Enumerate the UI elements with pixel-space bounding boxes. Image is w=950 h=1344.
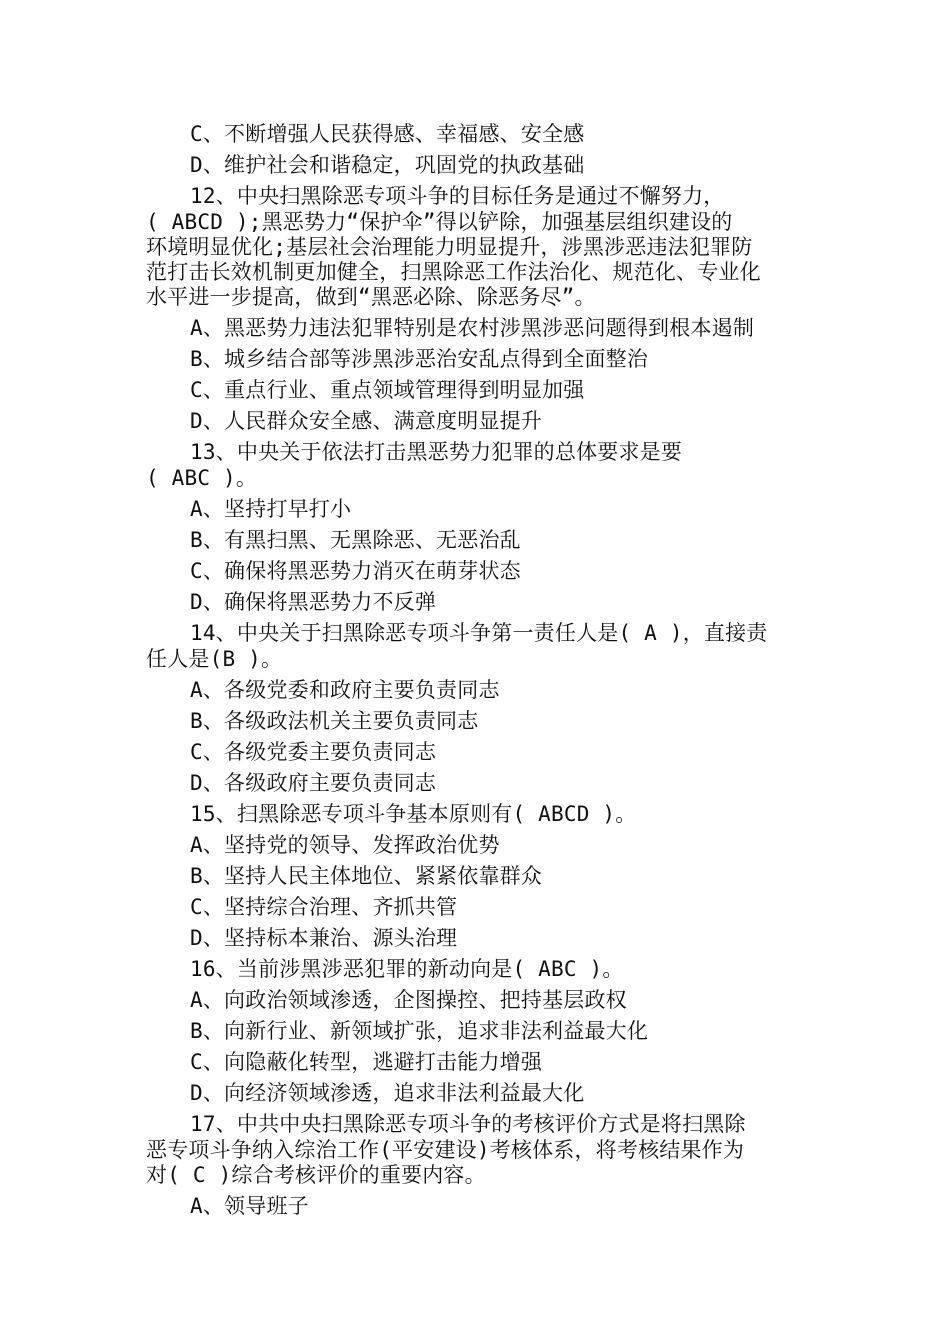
- question-14-line: 任人是(B )。: [146, 647, 283, 671]
- question-12-line: 范打击长效机制更加健全，扫黑除恶工作法治化、规范化、专业化: [146, 260, 761, 284]
- question-17-line: 对( C )综合考核评价的重要内容。: [146, 1163, 486, 1187]
- option-line: C、确保将黑恶势力消灭在萌芽状态: [190, 559, 521, 583]
- option-line: B、有黑扫黑、无黑除恶、无恶治乱: [190, 528, 521, 552]
- option-line: B、向新行业、新领域扩张，追求非法利益最大化: [190, 1019, 649, 1043]
- question-12-line: ( ABCD );黑恶势力“保护伞”得以铲除，加强基层组织建设的: [146, 210, 733, 234]
- option-line: A、领导班子: [190, 1194, 309, 1218]
- option-line: C、坚持综合治理、齐抓共管: [190, 895, 458, 919]
- option-line: C、不断增强人民获得感、幸福感、安全感: [190, 122, 585, 146]
- option-line: D、维护社会和谐稳定，巩固党的执政基础: [190, 153, 585, 177]
- option-line: D、人民群众安全感、满意度明显提升: [190, 409, 543, 433]
- option-line: B、坚持人民主体地位、紧紧依靠群众: [190, 864, 543, 888]
- question-13-line: ( ABC )。: [146, 466, 258, 490]
- question-14-line: 14、中央关于扫黑除恶专项斗争第一责任人是( A )，直接责: [190, 621, 768, 645]
- question-17-line: 恶专项斗争纳入综治工作(平安建设)考核体系，将考核结果作为: [146, 1138, 745, 1162]
- option-line: D、各级政府主要负责同志: [190, 771, 437, 795]
- option-line: D、确保将黑恶势力不反弹: [190, 590, 437, 614]
- option-line: A、各级党委和政府主要负责同志: [190, 678, 500, 702]
- question-13-line: 13、中央关于依法打击黑恶势力犯罪的总体要求是要: [190, 440, 683, 464]
- question-16-line: 16、当前涉黑涉恶犯罪的新动向是( ABC )。: [190, 957, 624, 981]
- option-line: C、向隐蔽化转型，逃避打击能力增强: [190, 1050, 543, 1074]
- option-line: A、向政治领域渗透，企图操控、把持基层政权: [190, 988, 627, 1012]
- option-line: C、重点行业、重点领域管理得到明显加强: [190, 378, 585, 402]
- option-line: A、坚持党的领导、发挥政治优势: [190, 833, 500, 857]
- document-body: [146, 121, 808, 1224]
- question-17-line: 17、中共中央扫黑除恶专项斗争的考核评价方式是将扫黑除: [190, 1112, 746, 1136]
- option-line: B、各级政法机关主要负责同志: [190, 709, 479, 733]
- option-line: A、坚持打早打小: [190, 497, 352, 521]
- question-12-line: 水平进一步提高，做到“黑恶必除、除恶务尽”。: [146, 285, 596, 309]
- option-line: C、各级党委主要负责同志: [190, 740, 437, 764]
- question-12-line: 环境明显优化;基层社会治理能力明显提升，涉黑涉恶违法犯罪防: [146, 235, 753, 259]
- option-line: D、坚持标本兼治、源头治理: [190, 926, 458, 950]
- question-12-line: 12、中央扫黑除恶专项斗争的目标任务是通过不懈努力，: [190, 184, 725, 208]
- option-line: D、向经济领域渗透，追求非法利益最大化: [190, 1081, 585, 1105]
- option-line: A、黑恶势力违法犯罪特别是农村涉黑涉恶问题得到根本遏制: [190, 316, 755, 340]
- option-line: B、城乡结合部等涉黑涉恶治安乱点得到全面整治: [190, 347, 649, 371]
- question-15-line: 15、扫黑除恶专项斗争基本原则有( ABCD )。: [190, 802, 637, 826]
